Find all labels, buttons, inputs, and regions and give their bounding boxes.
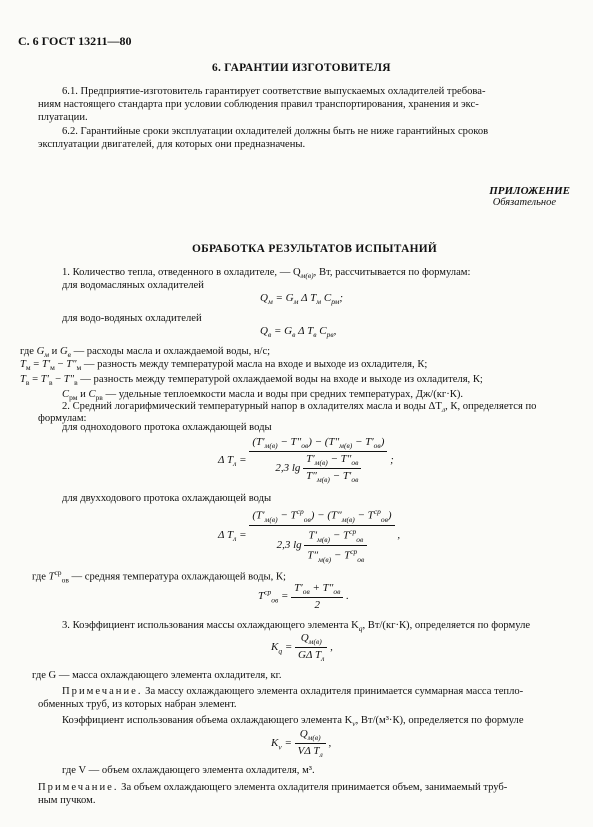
formula-q-water: $Q_в = G_в$ Δ $T_в$ $C_{рв}$,	[260, 325, 337, 340]
note-1-line-1: Примечание. За массу охлаждающего элемента охладителя принимается суммарная масса тепло-	[62, 686, 524, 697]
formula-kv: $K_v$ = $\frac{Q_{м(в)}}{V\Delta T_л}$ ,	[271, 728, 332, 760]
kv-line-1: Коэффициент использования объема охлаждающего элемента $K_v$, Вт/(м³·К), определяется по формуле	[62, 715, 524, 729]
paragraph-6-2-line-1: 6.2. Гарантийные сроки эксплуатации охладителей должны быть не ниже гарантийных сроков	[62, 126, 489, 137]
formula-average-temp: $T^{ср}_{ов}$ = $\frac{T'_{ов} + T''_{ов}}{2}$ .	[258, 582, 349, 612]
page-header: С. 6 ГОСТ 13211—80	[18, 34, 132, 48]
definition-volume: где V — объем охлаждающего элемента охладителя, м³.	[62, 765, 315, 776]
paragraph-6-2-line-2: эксплуатации двигателей, для которых они предназначены.	[38, 139, 306, 150]
item-1-line-1: 1. Количество тепла, отведенного в охладителе, — $Q_{м(в)}$, Вт, рассчитывается по формулам:	[62, 267, 471, 281]
formula-kq: $K_q$ = $\frac{Q_{м(в)}}{G\Delta T_л}$ ,	[271, 632, 333, 664]
paragraph-6-1-line-2: ниям настоящего стандарта при условии соблюдения правил транспортирования, хранения и экс-	[38, 99, 479, 110]
formula-single-pass: Δ $T_л$ = $(T'_{м(в)} - T''_{ов}) - (T''_{м(в)} - T'_{ов})$ 2,3 lg $\frac{T'_{м(в)} - T''_{ов}}{T''_{м(в)} - T'_{ов}}$ ;	[218, 436, 394, 485]
item-1-line-3: для водо-водяных охладителей	[62, 313, 202, 324]
appendix-status: Обязательное	[492, 197, 556, 208]
paragraph-6-1-line-1: 6.1. Предприятие-изготовитель гарантирует соответствие выпускаемых охладителей требова-	[62, 86, 486, 97]
results-title: ОБРАБОТКА РЕЗУЛЬТАТОВ ИСПЫТАНИЙ	[192, 243, 438, 255]
note-1-line-2: обменных труб, из которых набран элемент.	[38, 699, 237, 710]
item-2-line-2: формулам:	[38, 413, 87, 424]
note-2-line-2: ным пучком.	[38, 795, 96, 806]
section-title: 6. ГАРАНТИИ ИЗГОТОВИТЕЛЯ	[212, 62, 391, 74]
appendix-label: ПРИЛОЖЕНИЕ	[489, 185, 570, 197]
item-2-double-pass-caption: для двухходового протока охлаждающей воды	[62, 493, 272, 504]
paragraph-6-1-line-3: плуатации.	[38, 112, 88, 123]
definition-oil-delta: $T_м = T'_м - T''_м$ — разность между температурой масла на входе и выходе из охладителя, К;	[20, 359, 428, 373]
item-3-line-1: 3. Коэффициент использования массы охлаждающего элемента $K_q$, Вт/(кг·К), определяется по формуле	[62, 620, 531, 634]
definition-flows: где $G_м$ и $G_в$ — расходы масла и охлаждаемой воды, н/с;	[20, 346, 271, 360]
definition-water-delta: $T_в = T'_в - T''_в$ — разность между температурой охлаждаемой воды на входе и выходе из охладителя, К;	[20, 374, 483, 388]
note-2-line-1: Примечание. За объем охлаждающего элемента охладителя принимается объем, занимаемый труб-	[38, 782, 508, 793]
definition-heat-capacities: $C_{рм}$ и $C_{рв}$ — удельные теплоемкости масла и воды при средних температурах, Дж/(кг·К).	[62, 389, 464, 403]
item-2-single-pass-caption: для одноходового протока охлаждающей воды	[62, 422, 272, 433]
item-2-line-1: 2. Средний логарифмический температурный напор в охладителях масла и воды $\Delta T_л$, К, определяется по	[62, 401, 537, 415]
formula-double-pass: Δ $T_л$ = $(T'_{м(в)} - T^{ср}_{ов}) - (T''_{м(в)} - T^{ср}_{ов})$ 2,3 lg $\frac{T'_{м(в)} - T^{ср}_{ов}}{T''_{м(в)} - T^{ср}_{ов}}$ ,	[218, 507, 401, 564]
item-1-line-2: для водомасляных охладителей	[62, 280, 204, 291]
formula-q-oil: $Q_м = G_м$ Δ $T_м$ $C_{рм}$;	[260, 292, 344, 307]
definition-average-temp: где $T^{ср}_{ов}$ — средняя температура охлаждающей воды, К;	[32, 568, 286, 585]
definition-mass: где G — масса охлаждающего элемента охладителя, кг.	[32, 670, 282, 681]
